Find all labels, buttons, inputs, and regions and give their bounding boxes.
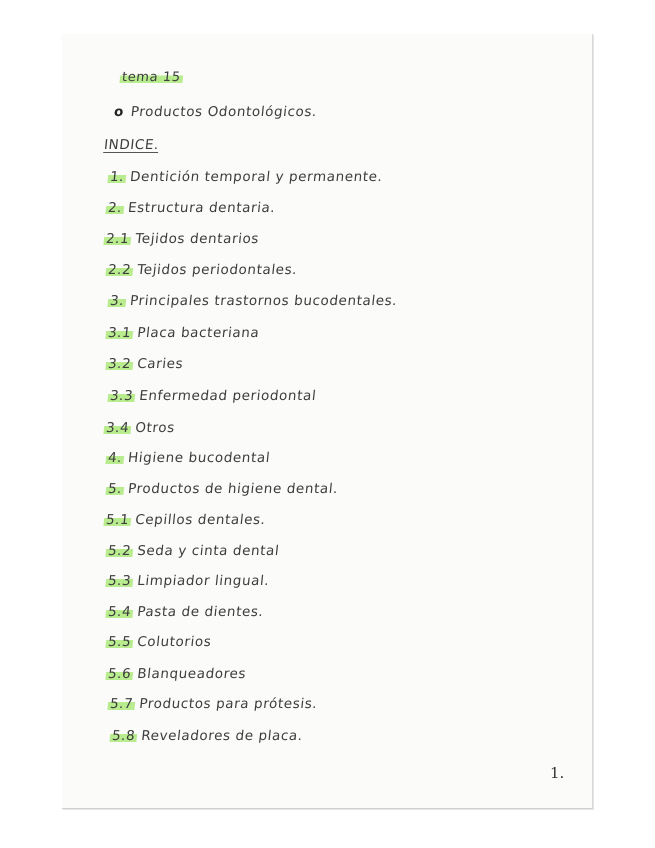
- index-item-text: Enfermedad periodontal: [138, 388, 318, 404]
- index-item: [105, 450, 271, 466]
- index-item: [105, 200, 276, 216]
- index-item-text: Blanqueadores: [136, 666, 247, 682]
- title-text: Productos Odontológicos.: [129, 104, 318, 120]
- index-item: [103, 512, 266, 528]
- page-title: [113, 104, 318, 120]
- index-item-text: Seda y cinta dental: [136, 543, 281, 559]
- index-item: [105, 481, 339, 497]
- index-item-text: Tejidos dentarios: [134, 231, 260, 247]
- index-item: [105, 356, 184, 372]
- topic-label-text: tema 15: [121, 70, 182, 85]
- index-item: [105, 634, 212, 650]
- index-item-number: 3.2: [107, 356, 133, 372]
- index-item-number: 5.3: [107, 573, 133, 589]
- index-item: [105, 573, 270, 589]
- index-item-text: Placa bacteriana: [136, 325, 261, 341]
- title-bullet: o: [113, 104, 125, 120]
- index-item-text: Tejidos periodontales.: [136, 262, 299, 278]
- index-item: [105, 666, 247, 682]
- index-item-number: 2.: [107, 200, 123, 216]
- index-item-number: 5.8: [111, 728, 137, 744]
- index-item-number: 2.1: [105, 231, 131, 247]
- index-item: [107, 169, 383, 185]
- index-item-text: Otros: [134, 420, 176, 436]
- index-item-number: 5.1: [105, 512, 131, 528]
- index-item: [103, 231, 260, 247]
- index-item-text: Reveladores de placa.: [140, 728, 304, 744]
- index-item: [103, 420, 175, 436]
- index-item-text: Estructura dentaria.: [127, 200, 277, 216]
- index-item-text: Productos para prótesis.: [138, 696, 319, 712]
- index-item: [107, 293, 398, 309]
- index-item-number: 1.: [109, 169, 125, 185]
- index-item-number: 5.7: [109, 696, 135, 712]
- index-item-number: 2.2: [107, 262, 133, 278]
- index-item-number: 5.2: [107, 543, 133, 559]
- page-number: 1.: [550, 764, 565, 782]
- index-item-number: 5.6: [107, 666, 133, 682]
- index-item-number: 5.4: [107, 604, 133, 620]
- index-item: [105, 604, 264, 620]
- index-item-text: Limpiador lingual.: [136, 573, 271, 589]
- index-item: [107, 388, 317, 404]
- index-item-text: Pasta de dientes.: [136, 604, 265, 620]
- index-item-text: Principales trastornos bucodentales.: [129, 293, 399, 309]
- index-item-text: Colutorios: [136, 634, 213, 650]
- index-item-text: Productos de higiene dental.: [127, 481, 339, 497]
- notebook-page: [62, 34, 593, 809]
- index-item-text: Cepillos dentales.: [134, 512, 267, 528]
- index-item: [105, 325, 260, 341]
- index-heading: INDICE.: [103, 137, 160, 153]
- index-item-number: 4.: [107, 450, 123, 466]
- topic-label: [119, 70, 183, 85]
- index-item-number: 3.: [109, 293, 125, 309]
- index-item-number: 5.: [107, 481, 123, 497]
- index-item: [107, 696, 318, 712]
- index-item-number: 3.4: [105, 420, 131, 436]
- index-item-text: Dentición temporal y permanente.: [129, 169, 384, 185]
- index-item-text: Higiene bucodental: [127, 450, 271, 466]
- index-item: [105, 543, 280, 559]
- index-item: [109, 728, 303, 744]
- index-item-number: 3.1: [107, 325, 133, 341]
- index-item: [105, 262, 298, 278]
- index-item-text: Caries: [136, 356, 185, 372]
- index-item-number: 3.3: [109, 388, 135, 404]
- index-item-number: 5.5: [107, 634, 133, 650]
